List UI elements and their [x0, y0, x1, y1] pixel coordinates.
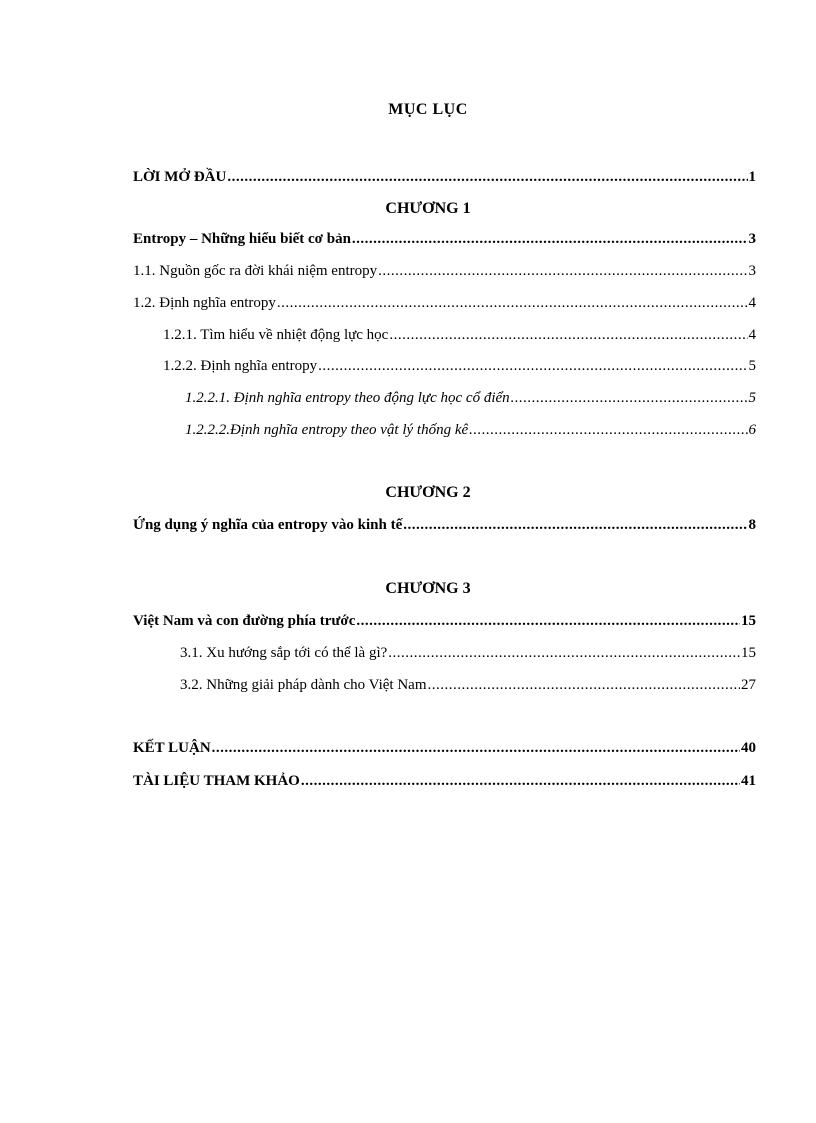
dot-leader: [378, 261, 747, 281]
toc-entry-page: 8: [748, 517, 756, 533]
toc-entry-1-2-2-2[interactable]: [185, 420, 756, 440]
toc-entry-label: Entropy – Những hiểu biết cơ bản: [133, 231, 351, 247]
toc-entry-page: 5: [748, 358, 756, 374]
toc-entry-page: 15: [741, 613, 756, 629]
dot-leader: [352, 229, 748, 249]
toc-entry-page: 41: [741, 773, 756, 789]
dot-leader: [389, 325, 747, 345]
dot-leader: [318, 356, 747, 376]
dot-leader: [301, 771, 740, 791]
toc-entry-chapter-2-title[interactable]: [133, 515, 756, 535]
toc-entry-page: 27: [741, 677, 756, 693]
toc-entry-label: LỜI MỞ ĐẦU: [133, 169, 227, 185]
toc-entry-chapter-3-title[interactable]: [133, 611, 756, 631]
toc-entry-page: 1: [748, 169, 756, 185]
toc-entry-intro[interactable]: [133, 167, 756, 187]
toc-entry-label: Ứng dụng ý nghĩa của entropy vào kinh tế: [133, 517, 403, 533]
chapter-1-heading: CHƯƠNG 1: [385, 200, 471, 217]
chapter-3-heading: CHƯƠNG 3: [385, 580, 471, 597]
toc-entry-3-1[interactable]: [180, 643, 756, 663]
toc-entry-page: 3: [748, 263, 756, 279]
toc-entry-label: 1.1. Nguồn gốc ra đời khái niệm entropy: [133, 263, 378, 279]
toc-entry-label: 1.2.2.2.Định nghĩa entropy theo vật lý thống kê: [185, 422, 469, 438]
toc-entry-1-2-1[interactable]: [163, 325, 756, 345]
dot-leader: [212, 738, 740, 758]
toc-entry-1-1[interactable]: [133, 261, 756, 281]
dot-leader: [356, 611, 740, 631]
toc-entry-page: 15: [741, 645, 756, 661]
toc-entry-1-2-2-1[interactable]: [185, 388, 756, 408]
toc-entry-label: 1.2. Định nghĩa entropy: [133, 295, 276, 311]
dot-leader: [428, 675, 741, 695]
toc-entry-1-2[interactable]: [133, 293, 756, 313]
chapter-2-heading: CHƯƠNG 2: [385, 484, 471, 501]
toc-entry-label: Việt Nam và con đường phía trước: [133, 613, 356, 629]
toc-entry-page: 40: [741, 740, 756, 756]
toc-entry-label: 1.2.1. Tìm hiểu về nhiệt động lực học: [163, 327, 389, 343]
dot-leader: [511, 388, 748, 408]
dot-leader: [277, 293, 748, 313]
toc-entry-label: 3.2. Những giải pháp dành cho Việt Nam: [180, 677, 427, 693]
dot-leader: [227, 167, 747, 187]
toc-entry-references[interactable]: [133, 771, 756, 791]
toc-entry-page: 6: [748, 422, 756, 438]
toc-entry-label: 1.2.2. Định nghĩa entropy: [163, 358, 318, 374]
dot-leader: [469, 420, 747, 440]
toc-entry-page: 5: [748, 390, 756, 406]
toc-entry-page: 4: [748, 295, 756, 311]
toc-entry-label: 1.2.2.1. Định nghĩa entropy theo động lực học cổ điển: [185, 390, 510, 406]
toc-entry-1-2-2[interactable]: [163, 356, 756, 376]
toc-entry-label: 3.1. Xu hướng sắp tới có thể là gì?: [180, 645, 388, 661]
dot-leader: [403, 515, 747, 535]
toc-entry-chapter-1-title[interactable]: [133, 229, 756, 249]
toc-entry-page: 3: [748, 231, 756, 247]
toc-entry-conclusion[interactable]: [133, 738, 756, 758]
toc-entry-page: 4: [748, 327, 756, 343]
dot-leader: [388, 643, 740, 663]
toc-entry-3-2[interactable]: [180, 675, 756, 695]
toc-entry-label: KẾT LUẬN: [133, 740, 211, 756]
page-title: MỤC LỤC: [388, 101, 468, 118]
toc-entry-label: TÀI LIỆU THAM KHẢO: [133, 773, 300, 789]
